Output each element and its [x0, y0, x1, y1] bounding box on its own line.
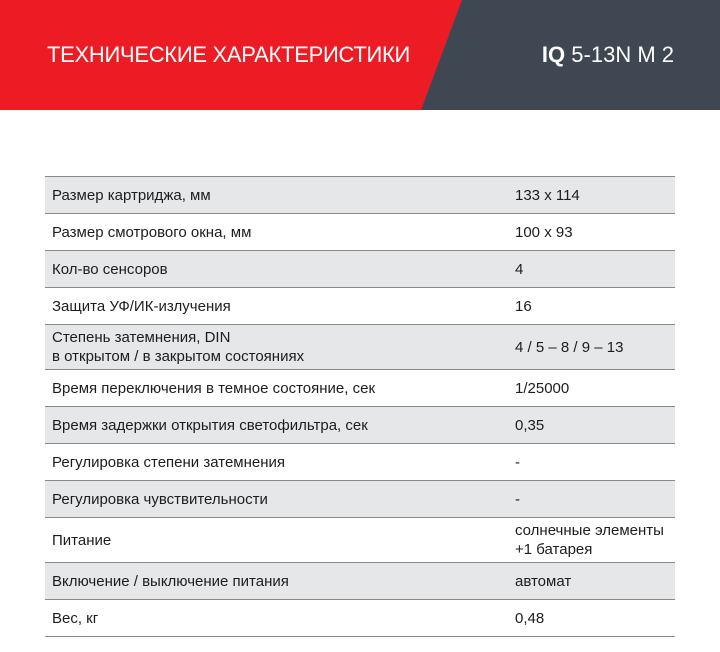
- spec-label-line: Размер картриджа, мм: [52, 186, 211, 204]
- spec-row: [45, 600, 675, 637]
- spec-label: [45, 177, 507, 214]
- spec-label-line: Регулировка чувствительности: [52, 490, 268, 508]
- spec-label-line: Время переключения в темное состояние, сек: [52, 379, 376, 397]
- spec-value: [507, 370, 675, 407]
- spec-value-line: 4 / 5 – 8 / 9 – 13: [515, 338, 624, 356]
- spec-value: [507, 251, 675, 288]
- spec-value-line: солнечные элементы: [515, 522, 664, 539]
- spec-label: [45, 214, 507, 251]
- spec-table: [45, 176, 675, 637]
- spec-row: [45, 481, 675, 518]
- spec-value: [507, 444, 675, 481]
- spec-value-line: 133 x 114: [515, 186, 580, 204]
- page-title: ТЕХНИЧЕСКИЕ ХАРАКТЕРИСТИКИ: [47, 42, 410, 67]
- model-name: [542, 42, 674, 68]
- spec-label: [45, 370, 507, 407]
- spec-label: [45, 288, 507, 325]
- model-series: IQ: [541, 42, 566, 67]
- spec-row: [45, 370, 675, 407]
- spec-value-line: автомат: [515, 572, 572, 590]
- spec-label: [45, 407, 507, 444]
- spec-value-line: +1 батарея: [515, 541, 593, 558]
- spec-label: [45, 481, 507, 518]
- spec-value: [507, 518, 675, 563]
- spec-label-line: Кол-во сенсоров: [52, 260, 168, 278]
- spec-value-line: 1/25000: [515, 379, 570, 397]
- spec-value-line: 16: [515, 297, 532, 315]
- spec-label-line: Размер смотрового окна, мм: [52, 223, 252, 241]
- spec-value-line: -: [515, 490, 520, 508]
- spec-value: [507, 407, 675, 444]
- spec-value: [507, 214, 675, 251]
- spec-value-line: 0,48: [515, 609, 545, 627]
- spec-row: [45, 325, 675, 370]
- spec-row: [45, 177, 675, 214]
- spec-label: [45, 444, 507, 481]
- spec-label-line: в открытом / в закрытом состояниях: [52, 348, 305, 365]
- spec-label-line: Время задержки открытия светофильтра, сек: [52, 416, 368, 434]
- spec-value-line: 4: [515, 260, 524, 278]
- spec-row: [45, 214, 675, 251]
- spec-label-line: Степень затемнения, DIN: [52, 329, 231, 346]
- spec-label: [45, 600, 507, 637]
- spec-value: [507, 600, 675, 637]
- spec-value: [507, 481, 675, 518]
- spec-row: [45, 563, 675, 600]
- spec-value: [507, 563, 675, 600]
- spec-row: [45, 288, 675, 325]
- spec-label-line: Защита УФ/ИК-излучения: [52, 297, 231, 315]
- spec-value-line: -: [515, 453, 520, 471]
- spec-label: [45, 251, 507, 288]
- spec-label: [45, 325, 507, 370]
- spec-value: [507, 325, 675, 370]
- spec-label-line: Включение / выключение питания: [52, 572, 289, 590]
- header-banner: [0, 0, 720, 110]
- spec-row: [45, 518, 675, 563]
- spec-value-line: 0,35: [515, 416, 545, 434]
- spec-row: [45, 251, 675, 288]
- spec-row: [45, 407, 675, 444]
- spec-label: [45, 563, 507, 600]
- model-number: 5-13N M 2: [571, 42, 674, 67]
- spec-label-line: Вес, кг: [52, 609, 99, 627]
- spec-value: [507, 288, 675, 325]
- spec-label-line: Питание: [52, 531, 112, 549]
- spec-label: [45, 518, 507, 563]
- spec-row: [45, 444, 675, 481]
- spec-value: [507, 177, 675, 214]
- spec-value-line: 100 x 93: [515, 223, 573, 241]
- spec-label-line: Регулировка степени затемнения: [52, 453, 286, 471]
